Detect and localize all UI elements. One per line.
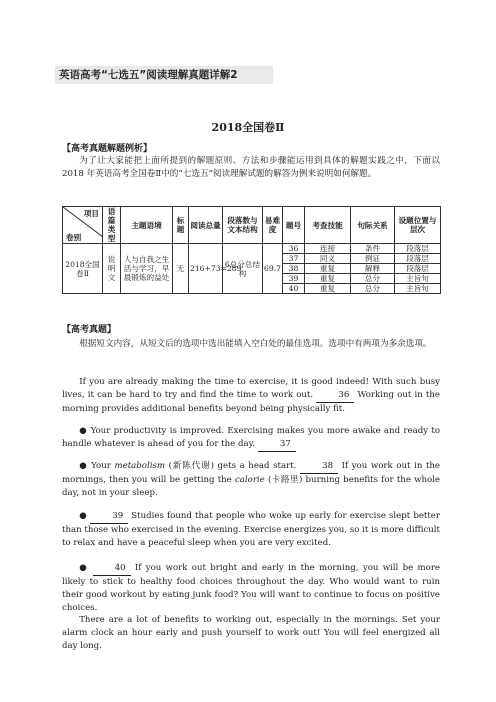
passage-paragraph-2: ● Your productivity is improved. Exercising makes you more awake and ready to handle whatever is ahead of you for the day. 37	[62, 425, 440, 452]
diag-bottom-label: 卷别	[66, 233, 82, 242]
header-cell: 主题语境	[121, 207, 173, 244]
diagonal-header-cell	[63, 207, 103, 244]
item-relation: 解释	[351, 264, 395, 274]
header-cell: 题号	[283, 207, 305, 244]
term-metabolism: metabolism	[114, 461, 166, 471]
blank-39[interactable]: 39	[90, 510, 128, 524]
item-relation: 总分	[351, 284, 395, 294]
item-number: 37	[283, 254, 305, 264]
blank-38[interactable]: 38	[300, 460, 338, 474]
blank-37[interactable]: 37	[258, 438, 296, 452]
item-position: 主旨句	[395, 274, 441, 284]
structure-cell: 6总分总结构	[223, 244, 263, 294]
diag-top-label: 项目	[83, 209, 99, 218]
paper-cell: 2018全国卷Ⅱ	[63, 244, 103, 294]
exam-subtitle: 2018全国卷Ⅱ	[211, 121, 285, 134]
item-position: 段落层	[395, 244, 441, 254]
term-calorie: calorie	[234, 475, 265, 485]
theme-cell: 人与自我之生活与学习，早晨锻炼的益处	[121, 244, 173, 294]
item-relation: 条件	[351, 244, 395, 254]
analysis-table	[62, 206, 441, 294]
item-skill: 重复	[305, 264, 351, 274]
passage-paragraph-4: ● 39 Studies found that people who woke up early for exercise slept better than those who exercised in the evening. Exercise energizes you, so it is more difficult to relax and have a peaceful sleep when you are very excited.	[62, 511, 441, 548]
passage-paragraph-3: ● Your metabolism (新陈代谢) gets a head start. 38 If you work out in the mornings, then you will be getting the calorie (卡路里) burning benefits for the whole day, not in your sleep.	[62, 461, 441, 498]
header-cell: 标题	[173, 207, 189, 244]
item-skill: 同义	[305, 254, 351, 264]
passage-paragraph-1: If you are already making the time to exercise, it is good indeed! With such busy lives, it can be hard to try and find the time to work out. 36 Working out in the morning provides additional benefits beyond being physically fit.	[62, 377, 441, 414]
item-number: 40	[283, 284, 305, 294]
item-skill: 连接	[305, 244, 351, 254]
section-heading-examples: 【高考真题解题例析】	[62, 144, 153, 154]
blank-36[interactable]: 36	[316, 389, 354, 403]
header-cell: 考查技能	[305, 207, 351, 244]
item-relation: 例证	[351, 254, 395, 264]
header-cell: 段落数与文本结构	[223, 207, 263, 244]
difficulty-cell: 69.7	[263, 244, 283, 294]
item-number: 38	[283, 264, 305, 274]
item-position: 段落层	[395, 264, 441, 274]
document-headline: 英语高考“七选五”阅读理解真题详解2	[55, 66, 273, 84]
header-cell: 阅读总量	[189, 207, 223, 244]
header-cell: 句际关系	[351, 207, 395, 244]
item-position: 主旨句	[395, 284, 441, 294]
title-cell: 无	[173, 244, 189, 294]
section-heading-exam: 【高考真题】	[62, 325, 117, 335]
item-relation: 总分	[351, 274, 395, 284]
length-cell: 216+73=289	[189, 244, 223, 294]
header-cell: 语篇类型	[103, 207, 121, 244]
item-skill: 重复	[305, 274, 351, 284]
item-position: 段落层	[395, 254, 441, 264]
instruction-paragraph: 根据短文内容，从短文后的选项中选出能填入空白处的最佳选项。选项中有两项为多余选项。	[79, 339, 432, 349]
item-number: 39	[283, 274, 305, 284]
passage-paragraph-5: ● 40 If you work out bright and early in the morning, you will be more likely to stick to healthy food choices throughout the day. Who would want to ruin their good workout by eating junk food? You will want to continue to focus on positive choices.	[62, 563, 441, 613]
blank-40[interactable]: 40	[93, 562, 131, 576]
intro-paragraph: 为了让大家能把上面所提到的解题原则、方法和步骤能运用到具体的解题实践之中，下面以 2018 年英语高考全国卷Ⅱ中的“七选五”阅读理解试题的解答为例来说明如何解题。	[62, 156, 440, 179]
item-skill: 重复	[305, 284, 351, 294]
passage-paragraph-6: There are a lot of benefits to working out, especially in the mornings. Set your alarm clock an hour early and push yourself to work out! You will feel energized all day long.	[62, 615, 440, 651]
table-header-row	[63, 207, 441, 244]
table-row	[63, 244, 441, 254]
header-cell: 设题位置与层次	[395, 207, 441, 244]
text-type-cell: 说明文	[103, 244, 121, 294]
item-number: 36	[283, 244, 305, 254]
header-cell: 易难度	[263, 207, 283, 244]
